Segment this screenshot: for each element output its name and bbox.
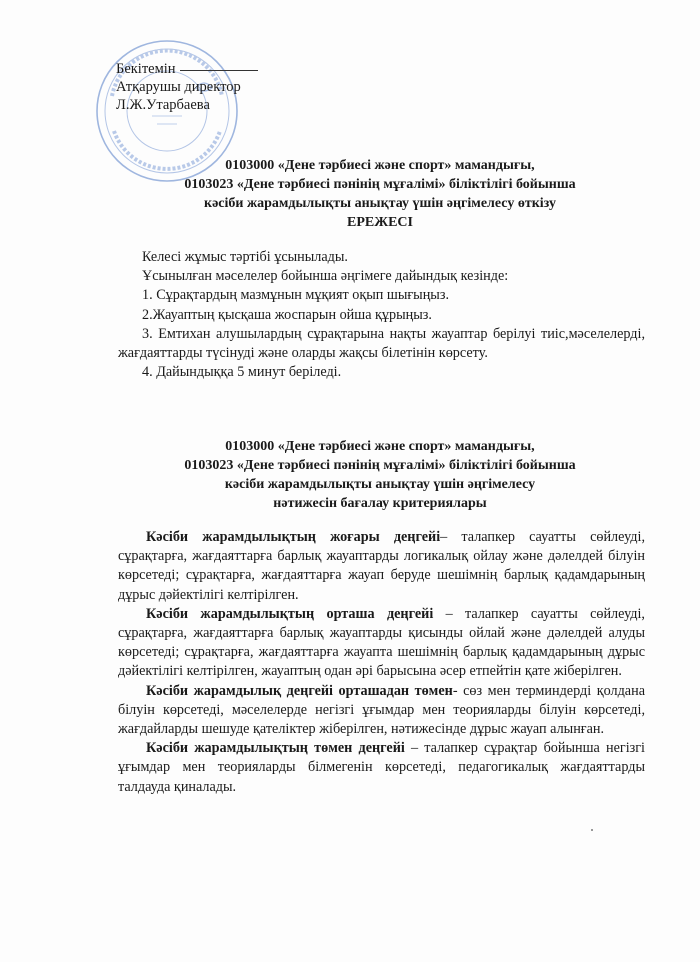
approval-block xyxy=(116,60,258,114)
section2-title xyxy=(110,437,650,513)
scan-speck xyxy=(591,829,593,831)
criterion-term: Кәсіби жарамдылықтың жоғары деңгейі xyxy=(146,529,441,545)
rule-item-2: 2.Жауаптың қысқаша жоспарын ойша құрыңыз. xyxy=(142,306,432,323)
criterion-low xyxy=(118,739,645,797)
criteria-list xyxy=(118,528,645,797)
section1-body xyxy=(118,248,645,382)
section1-title-line2: 0103023 «Дене тәрбиесі пәнінің мұғалімі» біліктілігі бойынша xyxy=(184,177,576,192)
section2-title-line1: 0103000 «Дене тәрбиесі және спорт» мамандығы, xyxy=(225,439,535,454)
section2-title-line4: нәтижесін бағалау критериялары xyxy=(273,496,487,511)
criterion-term: Кәсіби жарамдылықтың орташа деңгейі xyxy=(146,605,434,622)
criterion-high xyxy=(118,528,645,605)
signature-line xyxy=(180,70,258,71)
section1-title-line4: ЕРЕЖЕСІ xyxy=(347,215,413,230)
section1-title-line1: 0103000 «Дене тәрбиесі және спорт» мамандығы, xyxy=(225,158,535,173)
section2-title-line3: кәсіби жарамдылықты анықтау үшін әңгімелесу xyxy=(224,477,536,492)
criterion-term: Кәсіби жарамдылық деңгейі орташадан төмен xyxy=(146,682,453,699)
intro-line-2: Ұсынылған мәселелер бойынша әңгімеге дайындық кезінде: xyxy=(142,268,509,285)
rule-item-4: 4. Дайындыққа 5 минут беріледі. xyxy=(142,364,342,381)
approval-line-3: Л.Ж.Утарбаева xyxy=(116,97,210,113)
criterion-medium xyxy=(118,605,645,682)
criterion-text: – талапкер сұрақтар бойынша негізгі ұғымдар мен теорияларды білмегенін көрсетеді, педагогикалық жағдаяттарды талдауда қиналады. xyxy=(118,740,646,795)
criterion-text: - сөз мен терминдерді қолдана білуін көрсетеді, мәселелерде негізгі ұғымдар мен теорияларды білуін көрсетеді, жағдайларды шешуде қателіктер жіберілген, нәтижесінде дұрыс жауап алынған. xyxy=(118,682,645,738)
criterion-text: – талапкер сауатты сөйлеуді, сұрақтарға, жағдаяттарға барлық жауаптарды қисынды ойлай және дәлелдей алуды көрсетеді; сұрақтарға, жағдаяттарға жауапта шешімнің барлық қадамдарының дұрыс дәйектілігі келтірілген, жауаптың одан әрі барысына әсер етпейтін қате жіберілген. xyxy=(118,605,645,680)
section1-title xyxy=(110,156,650,232)
criterion-below-medium xyxy=(118,682,645,740)
intro-line-1: Келесі жұмыс тәртібі ұсынылады. xyxy=(142,249,348,265)
criterion-text: – талапкер сауатты сөйлеуді, сұрақтарға, жағдаяттарға барлық жауаптарды логикалық ойлау және дәлелдей білуін көрсетеді; сұрақтарға, жағдаяттарға жауап беруде шешімнің барлық қадамдарының дұрыс дәйектілігі келтірілген. xyxy=(118,529,645,603)
rule-item-3: 3. Емтихан алушылардың сұрақтарына нақты жауаптар берілуі тиіс,мәселелерді, жағдаяттарды түсінуді және оларды жақсы білетінін көрсету. xyxy=(118,325,645,362)
section1-title-line3: кәсіби жарамдылықты анықтау үшін әңгімелесу өткізу xyxy=(204,196,556,211)
rule-item-1: 1. Сұрақтардың мазмұнын мұқият оқып шығыңыз. xyxy=(142,287,449,304)
approval-line-1: Бекітемін xyxy=(116,60,258,78)
criterion-term: Кәсіби жарамдылықтың төмен деңгейі xyxy=(146,740,405,757)
approval-line-2: Атқарушы директор xyxy=(116,79,241,95)
section2-title-line2: 0103023 «Дене тәрбиесі пәнінің мұғалімі» біліктілігі бойынша xyxy=(184,458,576,473)
